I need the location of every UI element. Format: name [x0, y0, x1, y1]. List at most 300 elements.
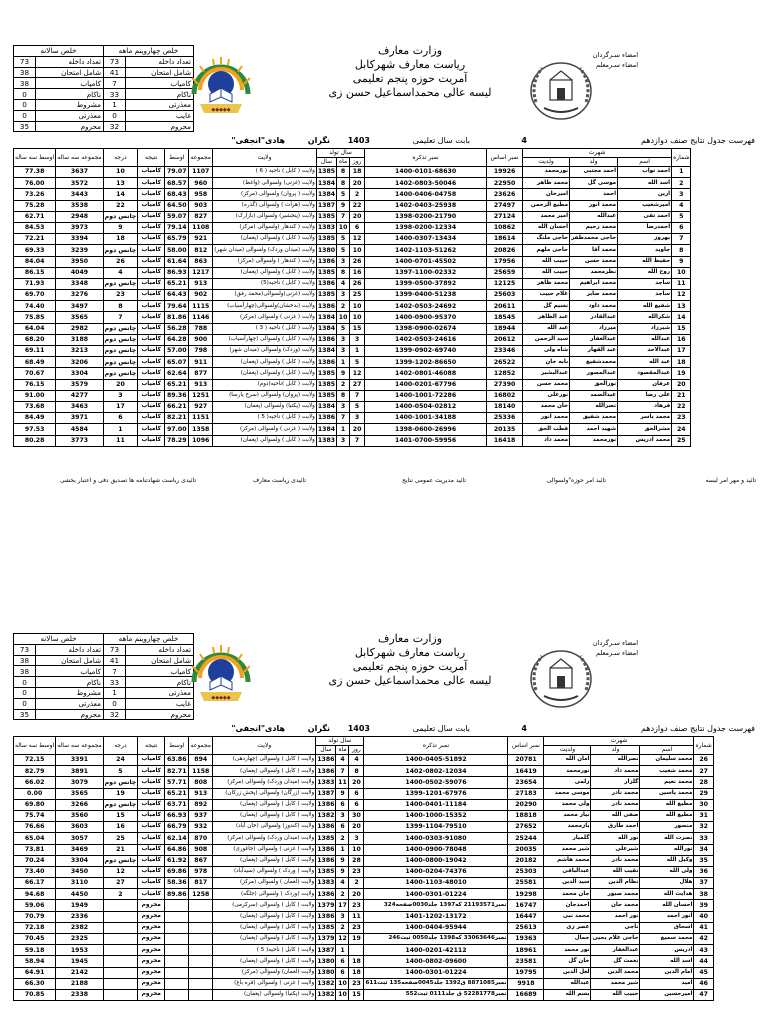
table-row	[14, 900, 714, 911]
table-cell: 82.79	[14, 766, 56, 777]
table-cell: 1400-0900-78048	[364, 844, 508, 855]
table-cell: کامیاب	[138, 755, 165, 766]
table-cell: 16802	[487, 390, 523, 401]
table-cell: محمد انور	[523, 413, 570, 424]
table-cell: روح الله	[618, 267, 672, 278]
table-cell: 12	[350, 368, 365, 379]
summary-annual-header: خلص سالانه	[14, 634, 104, 645]
table-cell: خان گل	[544, 956, 591, 967]
table-cell: 8	[672, 245, 691, 256]
table-cell: مطیع الله	[640, 810, 694, 821]
table-cell: 10	[336, 978, 349, 989]
table-cell: 1387	[316, 200, 336, 211]
table-cell: 25613	[508, 922, 544, 933]
table-cell: 62.64	[165, 368, 189, 379]
table-cell: 1	[337, 357, 350, 368]
table-cell: 798	[189, 346, 213, 357]
table-cell: 66.02	[14, 777, 56, 788]
table-cell: 20826	[487, 245, 523, 256]
table-cell: 1402-1103-51262	[365, 245, 487, 256]
table-cell: ناجی	[591, 922, 640, 933]
table-cell: 867	[189, 855, 213, 866]
table-cell: 1400-1103-48010	[364, 878, 508, 889]
table-cell: 77.38	[14, 167, 56, 178]
table-cell: ولایت ( کابل ) ولسوالی (پغمان)	[213, 911, 316, 922]
summary-cell: کامیاب	[36, 666, 104, 677]
summary-cell: تعداد داخله	[126, 56, 194, 67]
table-cell: 3	[336, 810, 349, 821]
table-cell: 15	[103, 810, 138, 821]
table-cell: کامیاب	[138, 379, 165, 390]
table-cell: غلام حبیب	[523, 290, 570, 301]
table-cell: 863	[189, 256, 213, 267]
table-cell: عبدالقادر	[570, 312, 618, 323]
table-cell: 1400-1000-15352	[364, 810, 508, 821]
table-cell: کامیاب	[138, 200, 165, 211]
table-cell: 10	[350, 245, 365, 256]
table-cell: محمد داد	[591, 766, 640, 777]
table-cell: 8	[103, 301, 138, 312]
table-cell: 16	[672, 334, 691, 345]
table-cell: 10	[350, 301, 365, 312]
table-cell	[103, 956, 138, 967]
summary-cell: 0	[14, 677, 36, 688]
table-cell: 1383	[316, 222, 336, 233]
table-cell: 17956	[487, 256, 523, 267]
column-header-father: ولد	[591, 746, 640, 755]
table-cell: 817	[189, 878, 213, 889]
table-cell: محمد الدین	[591, 967, 640, 978]
table-cell: 1400-0800-19042	[364, 855, 508, 866]
table-cell: 26	[694, 755, 713, 766]
table-cell: نظام الدین	[591, 878, 640, 889]
column-header-t3: مجموعه سه ساله	[56, 149, 103, 167]
table-cell: ولایت ( کابل ) ولسوالی (پغمان)	[213, 934, 316, 945]
table-cell: وکیل الله	[640, 855, 694, 866]
summary-row	[14, 99, 194, 110]
summary-cell: غایب	[126, 110, 194, 121]
table-cell: بابه خان	[523, 357, 570, 368]
table-row	[14, 390, 691, 401]
table-cell	[189, 967, 213, 978]
table-cell: 1400-1001-34188	[365, 413, 487, 424]
table-cell: 3971	[56, 413, 103, 424]
table-cell: 2982	[56, 323, 103, 334]
table-cell: محمد ادریس	[618, 435, 672, 446]
table-cell: 1402-0503-24692	[365, 301, 487, 312]
column-header-avg: اوسط	[165, 737, 189, 755]
table-cell: 9	[337, 200, 350, 211]
table-row	[14, 978, 714, 989]
table-cell	[103, 989, 138, 1000]
summary-cell: محروم	[126, 709, 194, 720]
table-cell: 18	[349, 956, 364, 967]
table-cell: حاجی محمدظفر	[570, 234, 618, 245]
table-cell: چانس دوم	[103, 346, 138, 357]
table-cell: بهروز	[618, 234, 672, 245]
table-cell: 21	[103, 844, 138, 855]
table-cell: 65.07	[165, 357, 189, 368]
svg-text:◆◆◆◆◆: ◆◆◆◆◆	[211, 107, 231, 113]
table-cell	[349, 945, 364, 956]
table-cell: 1386	[316, 855, 336, 866]
column-header-rank: درجه	[103, 149, 138, 167]
table-cell: 65.21	[165, 278, 189, 289]
table-cell: 27652	[508, 822, 544, 833]
table-cell: 18944	[487, 323, 523, 334]
table-cell	[103, 922, 138, 933]
table-cell: ولایت (میدان وردک) ولسوالی (مرکز)	[213, 777, 316, 788]
summary-cell: شامل امتحان	[36, 655, 104, 666]
table-cell: 25659	[487, 267, 523, 278]
table-cell: 72.18	[14, 922, 56, 933]
table-cell: امام الدین	[640, 967, 694, 978]
table-cell: کامیاب	[138, 323, 165, 334]
table-cell: 84.04	[14, 256, 56, 267]
table-cell: 1385	[316, 922, 336, 933]
table-cell: 5	[103, 766, 138, 777]
column-header-birth: سال تولد	[316, 737, 364, 746]
table-cell: 11	[103, 435, 138, 446]
column-header-month: ماه	[337, 158, 350, 167]
table-cell: 812	[189, 245, 213, 256]
column-header-t3: مجموعه سه ساله	[56, 737, 103, 755]
table-cell: 12	[336, 934, 349, 945]
table-row	[14, 245, 691, 256]
table-cell	[165, 900, 189, 911]
table-cell: 28	[694, 777, 713, 788]
signature-block	[593, 638, 638, 658]
table-cell: 1399-1202-86650	[365, 357, 487, 368]
summary-cell: تعداد داخله	[126, 644, 194, 655]
table-cell: ولایت ( کابل ) ولسوالی (پغمان)	[213, 956, 316, 967]
summary-cell: 7	[104, 666, 126, 677]
table-cell: محروم	[138, 900, 165, 911]
table-cell: 26	[350, 278, 365, 289]
table-cell: عبدالله	[570, 211, 618, 222]
table-cell	[165, 978, 189, 989]
table-cell: نمبر33063646 که1398 جلد0050 ثبت246	[364, 934, 508, 945]
column-header-name: اسم	[618, 158, 672, 167]
table-row	[14, 922, 714, 933]
ministry-line: آمریت حوزه پنجم تعلیمی	[352, 660, 468, 673]
table-row	[14, 334, 691, 345]
table-cell: 4584	[56, 424, 103, 435]
table-cell: 61.64	[165, 256, 189, 267]
table-cell: 20612	[487, 334, 523, 345]
grade-number: 4	[521, 136, 527, 145]
column-header-month: ماه	[336, 746, 349, 755]
table-cell: 1108	[189, 222, 213, 233]
table-cell: کامیاب	[138, 822, 165, 833]
table-cell: کامیاب	[138, 878, 165, 889]
table-cell: 71.93	[14, 278, 56, 289]
year-label: بابت سال تعلیمی	[412, 724, 470, 733]
summary-cell: 38	[14, 78, 36, 89]
table-cell: 35	[694, 855, 713, 866]
table-cell: 63.71	[165, 799, 189, 810]
table-cell: 1402-0503-24616	[365, 334, 487, 345]
table-cell: 1386	[316, 911, 336, 922]
table-cell: ولایت ( کابل ) ولسوالی (پغمان)	[213, 435, 317, 446]
table-cell: 894	[189, 755, 213, 766]
table-cell: 20	[350, 211, 365, 222]
table-cell: 23	[103, 290, 138, 301]
academic-year: 1403	[347, 724, 370, 733]
table-cell: 27497	[487, 200, 523, 211]
table-cell: زلمی	[544, 777, 591, 788]
table-cell: کامیاب	[138, 245, 165, 256]
column-header-avg: اوسط	[165, 149, 189, 167]
column-header-birth: سال تولد	[316, 149, 364, 158]
table-cell: 57.00	[165, 346, 189, 357]
table-cell: 70.79	[14, 911, 56, 922]
table-cell: کامیاب	[138, 178, 165, 189]
table-cell: کامیاب	[138, 290, 165, 301]
table-cell: مطیع الله	[640, 799, 694, 810]
table-cell: 40	[694, 911, 713, 922]
table-cell: ولایت (میدان وردک) ولسوالی (میدان شهر)	[213, 245, 317, 256]
table-cell: 2	[336, 922, 349, 933]
table-cell: 3469	[56, 844, 103, 855]
summary-cell: 35	[14, 121, 36, 132]
table-cell: حاجی ملنگ	[523, 234, 570, 245]
table-cell: بسم الله	[544, 989, 591, 1000]
table-cell: 73.26	[14, 189, 56, 200]
table-row	[14, 413, 691, 424]
table-cell: محمد نادر	[591, 799, 640, 810]
table-cell: علی رضا	[618, 390, 672, 401]
table-cell: 2	[336, 889, 349, 900]
summary-cell: کامیاب	[36, 78, 104, 89]
table-cell: 7	[337, 413, 350, 424]
table-cell: عبدالمصور	[570, 368, 618, 379]
table-row	[14, 989, 714, 1000]
table-cell: کامیاب	[138, 167, 165, 178]
table-cell: 76.66	[14, 822, 56, 833]
table-cell: 1358	[189, 424, 213, 435]
table-row	[14, 911, 714, 922]
table-cell: 8	[337, 178, 350, 189]
column-header-a3: اوسط سه ساله	[14, 149, 56, 167]
table-cell: 20	[103, 379, 138, 390]
table-cell: نمبر8871085 ق1392 جلد0045صفحه135 ثبت611	[364, 978, 508, 989]
table-cell: 65.21	[165, 379, 189, 390]
table-cell: 18614	[487, 234, 523, 245]
table-cell: 3	[672, 189, 691, 200]
table-cell: 30	[349, 810, 364, 821]
table-cell: 68.20	[14, 334, 56, 345]
table-cell: ولایت (پروان) ولسوالی (سرخ پارسا)	[213, 390, 317, 401]
results-table	[13, 736, 714, 1001]
table-row	[14, 368, 691, 379]
table-cell: محمد جان	[591, 900, 640, 911]
table-cell: 3572	[56, 178, 103, 189]
table-cell: 39	[694, 900, 713, 911]
table-cell: 1401-1202-13172	[364, 911, 508, 922]
table-cell: ولایت ( کابل ) ولسوالی (پغمان)	[213, 766, 316, 777]
table-cell: ولی الله	[640, 866, 694, 877]
summary-row	[14, 56, 194, 67]
table-cell: ولایت (وردک) ولسوالی (میدان شهر)	[213, 346, 317, 357]
table-cell: محروم	[138, 956, 165, 967]
table-cell: 908	[189, 844, 213, 855]
table-cell: عبد الظاهر	[523, 312, 570, 323]
table-cell: 32	[694, 822, 713, 833]
table-cell: 1402-0803-50046	[365, 178, 487, 189]
table-cell: 79.64	[165, 301, 189, 312]
summary-cell: تعداد داخله	[36, 56, 104, 67]
table-cell: 18961	[508, 945, 544, 956]
table-cell: 9	[103, 222, 138, 233]
summary-cell: 7	[104, 78, 126, 89]
table-cell: 12852	[487, 368, 523, 379]
table-cell: ولایت ( کابل ) ولسوالی (پغمان)	[213, 922, 316, 933]
table-cell: 1400-0701-45502	[365, 256, 487, 267]
table-cell: 22950	[487, 178, 523, 189]
table-cell: 1386	[316, 822, 336, 833]
table-cell: چانس دوم	[103, 245, 138, 256]
table-cell: 1945	[56, 956, 103, 967]
table-cell: موسی گل	[570, 178, 618, 189]
table-cell: 25603	[487, 290, 523, 301]
approval-signature: تائیدی ریاست شهادتنامه ها تصدیق دفی و اعتبار بخشی	[59, 477, 196, 484]
table-row	[14, 234, 691, 245]
table-cell: 65.21	[165, 788, 189, 799]
summary-cell: 0	[104, 110, 126, 121]
table-cell: لعل الدین	[544, 967, 591, 978]
table-cell: 1400-0307-13434	[365, 234, 487, 245]
table-cell: 75.28	[14, 200, 56, 211]
column-header-base: نمبر اساس	[508, 737, 544, 755]
ministry-line: لیسه عالی محمداسماعیل حسن زی	[328, 86, 492, 99]
table-cell: 44	[694, 956, 713, 967]
table-cell: 75.85	[14, 312, 56, 323]
table-row	[14, 945, 714, 956]
table-cell: عرفان	[618, 379, 672, 390]
summary-cell: معذرتی	[36, 110, 104, 121]
column-header-day: روز	[349, 746, 364, 755]
table-cell: 903	[189, 200, 213, 211]
summary-row	[14, 677, 194, 688]
table-cell: نورمحمد	[523, 167, 570, 178]
table-cell: 6	[336, 822, 349, 833]
table-cell: 69.70	[14, 290, 56, 301]
table-cell: 3603	[56, 822, 103, 833]
table-cell: 6	[349, 788, 364, 799]
summary-row	[14, 110, 194, 121]
table-cell: 1400-0404-95944	[364, 922, 508, 933]
table-cell: 1385	[316, 211, 336, 222]
table-cell: 1386	[316, 278, 336, 289]
table-cell: کامیاب	[138, 346, 165, 357]
summary-row	[14, 655, 194, 666]
table-header-row	[14, 737, 714, 746]
table-cell: 3206	[56, 357, 103, 368]
national-emblem-logo	[524, 54, 598, 124]
table-cell: 5	[337, 189, 350, 200]
table-cell: محمد صبور	[591, 889, 640, 900]
table-cell: نورمحمد	[570, 435, 618, 446]
table-cell: 1380	[316, 956, 336, 967]
summary-cell: 0	[14, 99, 36, 110]
summary-cell: 0	[14, 110, 36, 121]
summary-cell: 0	[14, 698, 36, 709]
signature-line: امضاء سـرگردان	[592, 639, 638, 647]
table-cell: 1384	[316, 178, 336, 189]
summary-table	[13, 633, 194, 720]
table-cell: 2142	[56, 967, 103, 978]
table-cell: 18	[672, 357, 691, 368]
table-cell: کامیاب	[138, 312, 165, 323]
table-cell: 24	[103, 755, 138, 766]
supervisor-name: هادی"انجفی"	[231, 136, 285, 145]
table-cell: 3950	[56, 256, 103, 267]
table-cell: محمد ظاهر	[523, 178, 570, 189]
table-cell: 3110	[56, 878, 103, 889]
table-cell: 1400-0401-11184	[364, 799, 508, 810]
summary-cell: غایب	[126, 698, 194, 709]
table-cell: محمد داد	[523, 435, 570, 446]
table-cell: 15	[349, 989, 364, 1000]
signature-line: امضاء سـرمعلم	[595, 61, 638, 69]
table-cell: 78.29	[165, 435, 189, 446]
table-cell: عبد القهار	[570, 346, 618, 357]
table-cell: 20	[350, 178, 365, 189]
table-cell: 14	[103, 189, 138, 200]
table-cell: نعمت گل	[591, 956, 640, 967]
table-cell: ولایت ( غزنی ) ولسوالی (جاغوری)	[213, 844, 316, 855]
table-cell: ولایت ( غزنی ) ولسوالی (مرکز)	[213, 424, 317, 435]
table-cell: ولایت (بدخشان)ولسوالی(چهارآسیاب)	[213, 301, 317, 312]
table-cell: موسی محمد	[544, 788, 591, 799]
table-cell: 5	[350, 401, 365, 412]
table-row	[14, 833, 714, 844]
table-cell: 3	[337, 290, 350, 301]
summary-cell: 73	[104, 56, 126, 67]
table-cell: 20781	[508, 755, 544, 766]
table-cell: اسد الله	[640, 956, 694, 967]
table-cell: 3079	[56, 777, 103, 788]
table-cell: 1400-0406-04758	[365, 189, 487, 200]
table-cell: کامیاب	[138, 256, 165, 267]
table-cell: 18140	[487, 401, 523, 412]
ministry-heading	[310, 44, 510, 100]
table-cell: 72.21	[14, 234, 56, 245]
table-cell: 20611	[487, 301, 523, 312]
table-cell: ولایت ( غزنی ) ولسوالی (مرکز)	[213, 312, 317, 323]
table-cell: 82.71	[165, 766, 189, 777]
table-cell: 20	[349, 822, 364, 833]
table-cell: 3213	[56, 346, 103, 357]
table-cell: سید الدین	[544, 878, 591, 889]
table-cell: 64.86	[165, 844, 189, 855]
table-cell	[165, 956, 189, 967]
table-cell: 73.68	[14, 401, 56, 412]
table-cell: قطب الحق	[523, 424, 570, 435]
column-header-a3: اوسط سه ساله	[14, 737, 56, 755]
summary-row	[14, 634, 194, 645]
table-cell: 25581	[508, 878, 544, 889]
summary-cell: کامیاب	[126, 666, 194, 677]
table-cell: 1399-0400-51238	[365, 290, 487, 301]
table-cell: 1386	[316, 334, 336, 345]
table-cell: نورالله	[640, 844, 694, 855]
table-cell: 23	[349, 922, 364, 933]
summary-cell: تعداد داخله	[36, 644, 104, 655]
table-row	[14, 278, 691, 289]
table-cell: 10	[350, 312, 365, 323]
